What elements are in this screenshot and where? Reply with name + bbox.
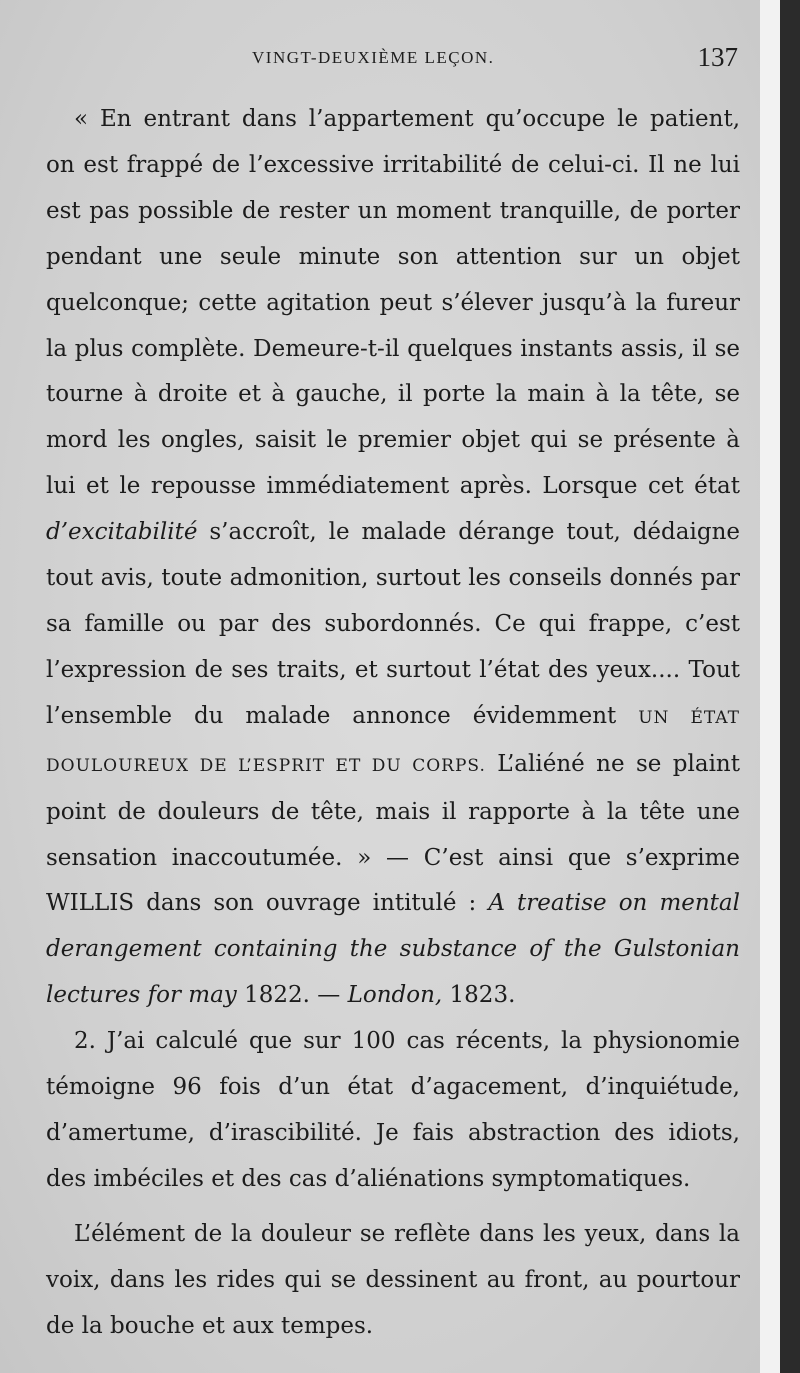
quote-smallcaps: UN ÉTAT DOULOUREUX DE L’ESPRIT ET DU CORPS.	[46, 707, 740, 776]
quote-year-2: 1823.	[442, 982, 516, 1009]
quote-year-1: 1822. —	[236, 982, 348, 1009]
quote-text-1: « En entrant dans l’appartement qu’occupe le patient, on est frappé de l’excessive irritabilité de celui-ci. Il ne lui est pas possible de rester un moment tranquille, de porter pendant une seule minute son attention sur un objet quelconque; cette agitation peut s’élever jusqu’à la fureur la plus complète. Demeure-t-il quelques instants assis, il se tourne à droite et à gauche, il porte la main à la tête, se mord les ongles, saisit le premier objet qui se présente à lui et le repousse immédiatement après. Lorsque cet état	[46, 106, 740, 500]
publication-place: London,	[347, 982, 443, 1009]
page-body	[46, 97, 740, 1349]
quote-paragraph	[46, 97, 740, 1019]
note-2-paragraph: 2. J’ai calculé que sur 100 cas récents, la physionomie témoigne 96 fois d’un état d’agacement, d’inquiétude, d’amertume, d’irascibilité. Je fais abstraction des idiots, des imbéciles et des cas d’aliénations symptomatiques.	[46, 1028, 740, 1192]
quote-text-2: s’accroît, le malade dérange tout, dédaigne tout avis, toute admonition, surtout les conseils donnés par sa famille ou par des subordonnés. Ce qui frappe, c’est l’expression de ses traits, et surtout l’état des yeux.... Tout l’ensemble du malade annonce évidemment	[46, 519, 740, 729]
quote-text-3: L’aliéné ne se plaint point de douleurs de tête, mais il rapporte à la tête une sensation inaccoutumée. » — C’est ainsi que s’exprime	[46, 750, 740, 871]
page-number: 137	[697, 42, 738, 72]
page-edge	[760, 0, 780, 1373]
work-title: A treatise on mental derangement containing the substance of the Gulstonian lectures for may	[46, 890, 740, 1009]
quote-italic-term: d’excitabilité	[46, 519, 198, 546]
closing-paragraph: L’élément de la douleur se reflète dans les yeux, dans la voix, dans les rides qui se dessinent au front, au pourtour de la bouche et aux tempes.	[46, 1220, 740, 1339]
running-title: VINGT-DEUXIÈME LEÇON.	[252, 48, 495, 67]
quote-text-4: dans son ouvrage intitulé :	[134, 890, 489, 917]
author-name: WILLIS	[46, 890, 135, 917]
